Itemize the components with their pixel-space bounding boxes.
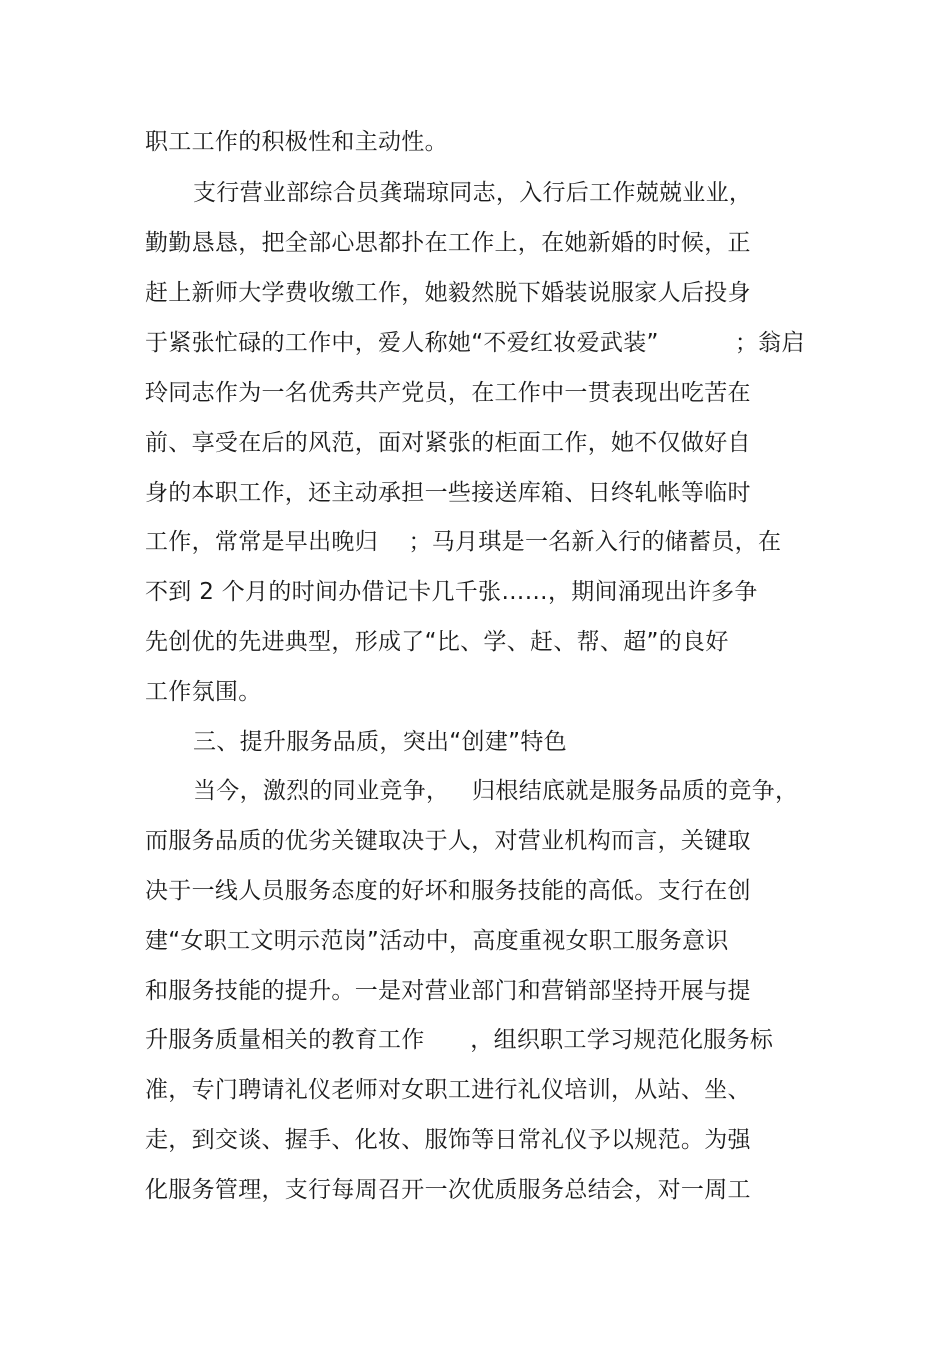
text-line: 工作氛围。 bbox=[145, 679, 262, 705]
text-line: 于紧张忙碌的工作中，爱人称她“不爱红妆爱武装” ；翁启 bbox=[145, 330, 805, 356]
text-line: 身的本职工作，还主动承担一些接送库箱、日终轧帐等临时 bbox=[145, 480, 751, 506]
text-line: 当今，激烈的同业竞争， 归根结底就是服务品质的竞争， bbox=[193, 778, 799, 804]
text-line: 先创优的先进典型，形成了“比、学、赶、帮、超”的良好 bbox=[145, 629, 729, 655]
text-line: 玲同志作为一名优秀共产党员，在工作中一贯表现出吃苦在 bbox=[145, 380, 751, 406]
text-line: 不到 2 个月的时间办借记卡几千张……，期间涌现出许多争 bbox=[145, 579, 758, 605]
text-line: 准，专门聘请礼仪老师对女职工进行礼仪培训，从站、坐、 bbox=[145, 1077, 751, 1103]
text-line: 而服务品质的优劣关键取决于人，对营业机构而言，关键取 bbox=[145, 828, 751, 854]
text-line: 化服务管理，支行每周召开一次优质服务总结会，对一周工 bbox=[145, 1177, 751, 1203]
text-line: 决于一线人员服务态度的好坏和服务技能的高低。支行在创 bbox=[145, 878, 751, 904]
text-line: 和服务技能的提升。一是对营业部门和营销部坚持开展与提 bbox=[145, 978, 751, 1004]
text-line: 走，到交谈、握手、化妆、服饰等日常礼仪予以规范。为强 bbox=[145, 1127, 751, 1153]
text-line: 支行营业部综合员龚瑞琼同志，入行后工作兢兢业业， bbox=[193, 180, 753, 206]
text-line: 职工工作的积极性和主动性。 bbox=[145, 129, 448, 155]
text-line: 勤勤恳恳，把全部心思都扑在工作上，在她新婚的时候，正 bbox=[145, 230, 751, 256]
section-heading: 三、提升服务品质，突出“创建”特色 bbox=[193, 729, 567, 755]
text-line: 前、享受在后的风范，面对紧张的柜面工作，她不仅做好自 bbox=[145, 430, 751, 456]
text-line: 升服务质量相关的教育工作 ，组织职工学习规范化服务标 bbox=[145, 1027, 774, 1053]
text-line: 工作，常常是早出晚归 ；马月琪是一名新入行的储蓄员，在 bbox=[145, 529, 782, 555]
text-line: 建“女职工文明示范岗”活动中，高度重视女职工服务意识 bbox=[145, 928, 729, 954]
text-line: 赶上新师大学费收缴工作，她毅然脱下婚装说服家人后投身 bbox=[145, 280, 751, 306]
